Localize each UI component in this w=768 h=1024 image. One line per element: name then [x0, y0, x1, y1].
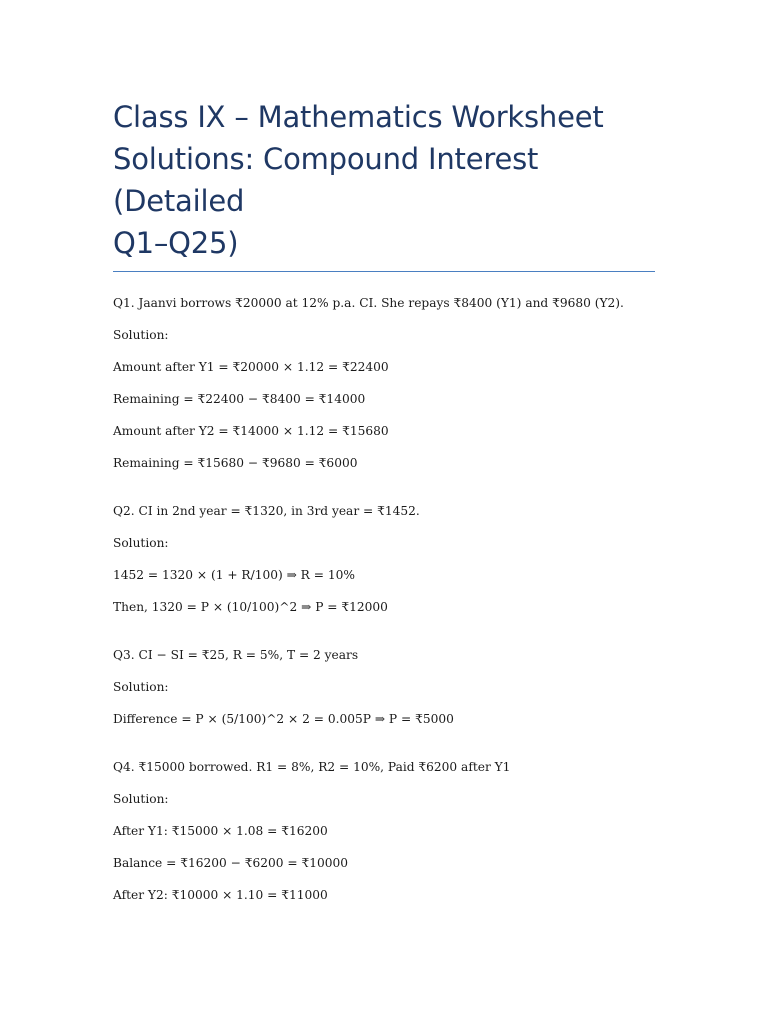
question-text: Q3. CI − SI = ₹25, R = 5%, T = 2 years: [113, 648, 359, 662]
solution-step: 1452 = 1320 × (1 + R/100) ⇒ R = 10%: [113, 568, 355, 582]
document-page: [113, 96, 655, 919]
solution-step: After Y1: ₹15000 × 1.08 = ₹16200: [113, 824, 328, 838]
solution-step: Balance = ₹16200 − ₹6200 = ₹10000: [113, 856, 348, 870]
solution-step: Remaining = ₹22400 − ₹8400 = ₹14000: [113, 392, 366, 406]
title-line-1: Class IX – Mathematics Worksheet: [113, 100, 604, 134]
question-block-q1: [113, 295, 655, 471]
solution-label: Solution:: [113, 792, 169, 806]
question-block-q2: [113, 503, 655, 615]
solution-step: After Y2: ₹10000 × 1.10 = ₹11000: [113, 888, 328, 902]
solution-label: Solution:: [113, 680, 169, 694]
title-line-2: Solutions: Compound Interest (Detailed: [113, 142, 539, 218]
question-text: Q4. ₹15000 borrowed. R1 = 8%, R2 = 10%, Paid ₹6200 after Y1: [113, 760, 511, 774]
solution-label: Solution:: [113, 328, 169, 342]
solution-step: Amount after Y1 = ₹20000 × 1.12 = ₹22400: [113, 360, 389, 374]
question-block-q4: [113, 759, 655, 903]
worksheet-body: [113, 295, 655, 903]
question-text: Q2. CI in 2nd year = ₹1320, in 3rd year = ₹1452.: [113, 504, 420, 518]
page-title: [113, 96, 655, 264]
title-line-3: Q1–Q25): [113, 226, 239, 260]
question-block-q3: [113, 647, 655, 727]
title-divider: [113, 271, 655, 272]
solution-step: Remaining = ₹15680 − ₹9680 = ₹6000: [113, 456, 358, 470]
solution-step: Difference = P × (5/100)^2 × 2 = 0.005P ⇒ P = ₹5000: [113, 712, 454, 726]
solution-label: Solution:: [113, 536, 169, 550]
solution-step: Amount after Y2 = ₹14000 × 1.12 = ₹15680: [113, 424, 389, 438]
question-text: Q1. Jaanvi borrows ₹20000 at 12% p.a. CI. She repays ₹8400 (Y1) and ₹9680 (Y2).: [113, 296, 624, 310]
solution-step: Then, 1320 = P × (10/100)^2 ⇒ P = ₹12000: [113, 600, 388, 614]
